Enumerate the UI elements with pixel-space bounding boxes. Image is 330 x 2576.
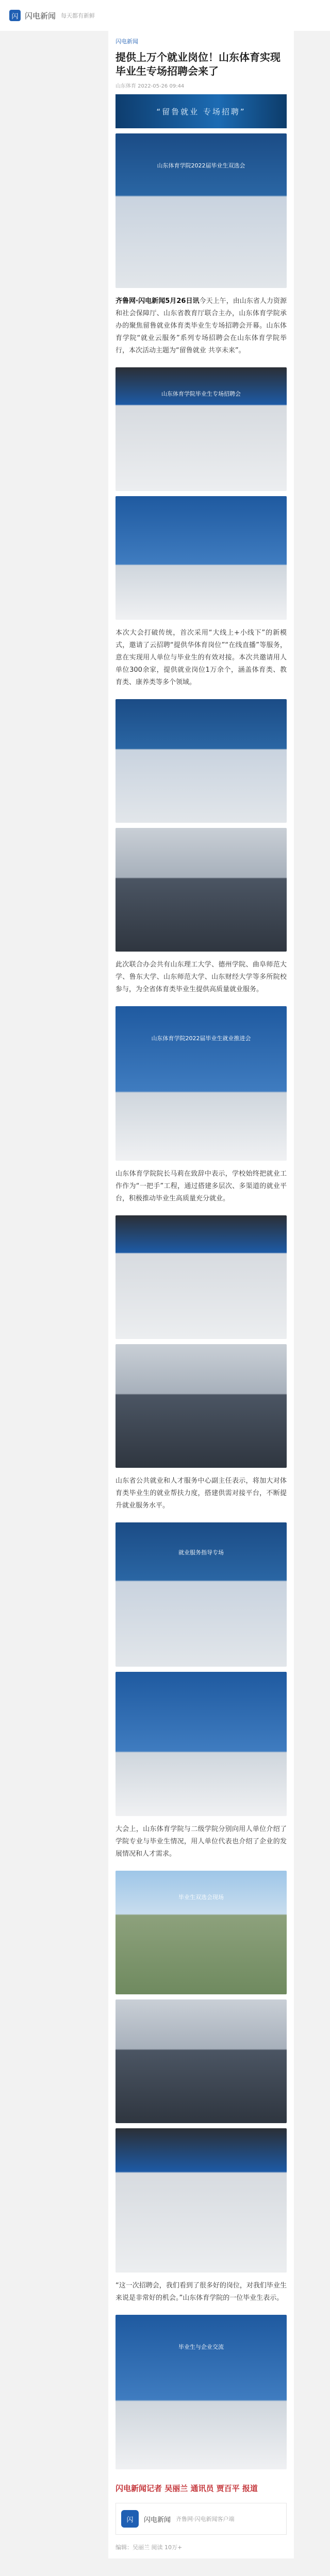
article-paragraph <box>108 293 294 362</box>
account-name: 闪电新闻 <box>144 2516 171 2524</box>
article-paragraph: 山东体育学院院长马莉在致辞中表示，学校始终把就业工作作为“一把手”工程，通过搭建多层次、多渠道的就业平台，积极推动毕业生高质量充分就业。 <box>116 1170 287 1202</box>
lead-dateline: 齐鲁网·闪电新闻5月26日讯 <box>116 297 200 305</box>
photo-caption: 山东体育学院2022届毕业生就业推进会 <box>151 1035 251 1042</box>
article-photo <box>116 1006 287 1161</box>
article-photo <box>116 828 287 952</box>
account-description: 齐鲁网·闪电新闻客户端 <box>176 2516 235 2522</box>
article-photo <box>116 1999 287 2123</box>
article-paragraph: 山东省公共就业和人才服务中心副主任表示，将加大对体育类毕业生的就业帮扶力度，搭建供需对接平台，不断提升就业服务水平。 <box>116 1477 287 1510</box>
article-paragraph: “这一次招聘会，我们看到了很多好的岗位，对我们毕业生来说是非常好的机会。”山东体育学院的一位毕业生表示。 <box>116 2282 287 2302</box>
article-column <box>108 31 294 2558</box>
account-card[interactable] <box>116 2503 287 2535</box>
article-photo <box>116 2315 287 2469</box>
banner-image: “留鲁就业 专场招聘” <box>116 94 287 128</box>
article-photo <box>116 1344 287 1468</box>
photo-caption: 山东体育学院2022届毕业生双选会 <box>157 162 245 169</box>
top-bar <box>0 0 330 31</box>
account-logo: 闪 <box>121 2510 139 2528</box>
article-photo <box>116 2128 287 2273</box>
article-photo <box>116 496 287 620</box>
site-subtitle: 每天都有新鲜 <box>61 12 95 19</box>
photo-caption: 山东体育学院毕业生专场招聘会 <box>161 391 241 398</box>
article-photo <box>116 1672 287 1816</box>
article-photo <box>116 1871 287 1994</box>
article-meta: 山东体育 2022-05-26 09:44 <box>116 83 185 89</box>
photo-caption: 毕业生双选会现场 <box>178 1894 224 1901</box>
article-title: 提供上万个就业岗位！山东体育实现毕业生专场招聘会来了 <box>116 51 280 77</box>
photo-caption: 就业服务指导专场 <box>178 1549 224 1556</box>
article-photo <box>116 367 287 491</box>
article-tag[interactable]: 闪电新闻 <box>116 38 138 45</box>
app-logo[interactable]: 闪 <box>9 10 21 21</box>
article-byline: 闪电新闻记者 吴丽兰 通讯员 贾百平 报道 <box>116 2484 258 2493</box>
article-photo <box>116 699 287 823</box>
paragraph-text: 今天上午，由山东省人力资源和社会保障厅、山东省教育厅联合主办，山东体育学院承办的聚焦留鲁就业体育类毕业生专场招聘会开幕。山东体育学院“就业云服务”系列专场招聘会在山东体育学院举行，本次活动主题为“留鲁就业 共享未来”。 <box>116 297 287 354</box>
article-paragraph: 本次大会打破传统，首次采用“大线上+小线下”的新模式，邀请了云招聘“提供华体育岗位”“在线直播”等服务，意在实现用人单位与毕业生的有效对接。本次共邀请用人单位300余家，提供就业岗位1万余个，涵盖体育类、教育类、康养类等多个领域。 <box>116 629 287 686</box>
article-info: 编辑：吴丽兰 阅读 10万+ <box>116 2544 183 2551</box>
photo-caption: 毕业生与企业交流 <box>178 2344 224 2350</box>
article-paragraph: 大会上，山东体育学院与二级学院分别向用人单位介绍了学院专业与毕业生情况，用人单位代表也介绍了企业的发展情况和人才需求。 <box>116 1825 287 1858</box>
article-photo <box>116 133 287 288</box>
article-paragraph: 此次联合办会共有山东理工大学、德州学院、曲阜师范大学、鲁东大学、山东师范大学、山东财经大学等多所院校参与，为全省体育类毕业生提供高质量就业服务。 <box>116 961 287 993</box>
site-name[interactable]: 闪电新闻 <box>25 11 56 21</box>
article-photo <box>116 1215 287 1339</box>
article-photo <box>116 1522 287 1667</box>
